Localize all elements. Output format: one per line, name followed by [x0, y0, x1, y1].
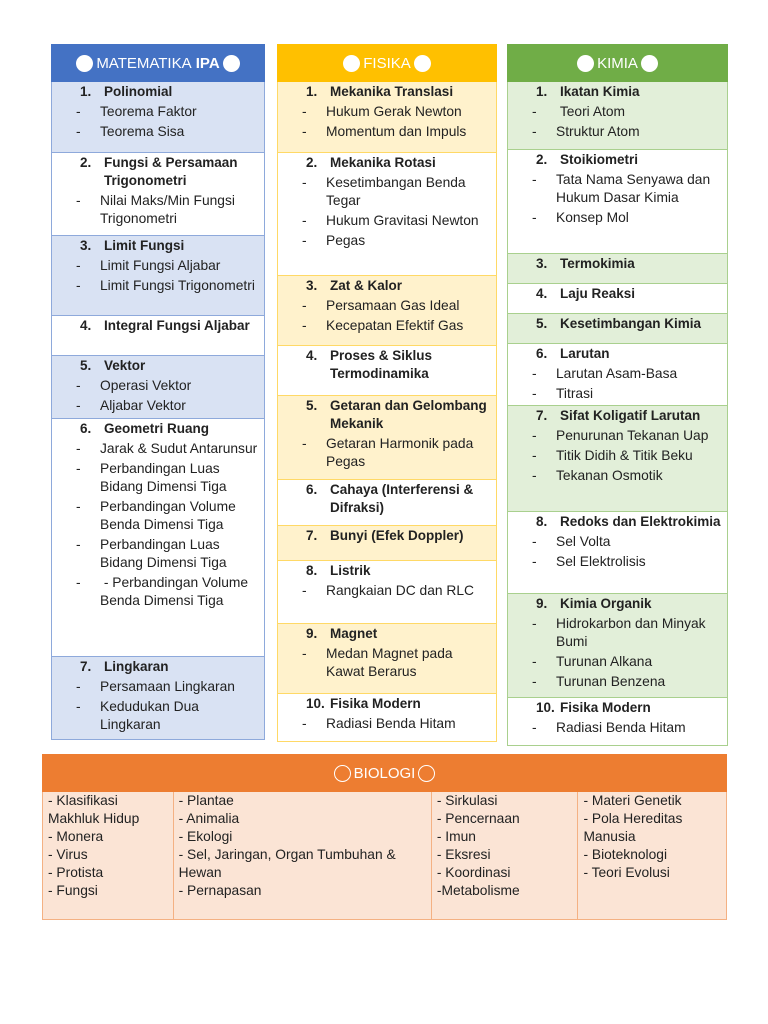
- topic-number: 5.: [536, 316, 548, 331]
- topic-number: 5.: [80, 358, 92, 373]
- topic-section: [277, 346, 497, 396]
- fisika-list: [277, 82, 497, 742]
- dash-bullet: -: [302, 716, 307, 731]
- subtopic-item: [532, 653, 723, 671]
- topic-title-text: Laju Reaksi: [560, 286, 636, 301]
- dash-bullet: -: [532, 448, 537, 463]
- subtopic-item: [532, 553, 723, 571]
- topic-title: [508, 345, 723, 363]
- topic-title: [508, 151, 723, 169]
- topic-section: [507, 82, 728, 150]
- subtopic-item: [76, 257, 260, 275]
- subtopic-item: [76, 123, 260, 141]
- topic-number: 9.: [536, 596, 548, 611]
- topic-title: [278, 481, 492, 517]
- dash-bullet: -: [76, 278, 81, 293]
- topic-title-text: Mekanika Rotasi: [330, 155, 436, 170]
- matematika-title: MATEMATIKA: [96, 54, 192, 72]
- biologi-item: - Teori Evolusi: [583, 865, 670, 880]
- biologi-item: - Eksresi: [436, 847, 491, 862]
- subtopic-text: Limit Fungsi Trigonometri: [100, 278, 255, 293]
- biologi-item: - Virus: [48, 847, 88, 862]
- dash-bullet: -: [76, 537, 81, 552]
- topic-title-text: Ikatan Kimia: [560, 84, 640, 99]
- subtopic-item: [532, 209, 723, 227]
- dash-bullet: -: [76, 461, 81, 476]
- subtopic-item: [532, 103, 723, 121]
- dash-bullet: -: [302, 175, 307, 190]
- topic-section: [277, 480, 497, 526]
- circle-icon: [577, 55, 594, 72]
- biologi-item: - Plantae: [178, 793, 234, 808]
- topic-number: 3.: [306, 278, 318, 293]
- subtopic-text: Sel Volta: [556, 534, 611, 549]
- fisika-header: [277, 44, 497, 82]
- subtopic-item: [302, 297, 492, 315]
- topic-number: 3.: [80, 238, 92, 253]
- subtopic-item: [76, 678, 260, 696]
- subtopic-text: Turunan Benzena: [556, 674, 666, 689]
- topic-section: [51, 356, 265, 419]
- topic-title-text: Fisika Modern: [560, 700, 651, 715]
- subtopic-item: [76, 277, 260, 295]
- subtopic-text: Jarak & Sudut Antarunsur: [100, 441, 258, 456]
- subtopic-text: Sel Elektrolisis: [556, 554, 646, 569]
- topic-number: 2.: [80, 155, 92, 170]
- topic-section: [507, 314, 728, 344]
- biologi-item: - Protista: [48, 865, 104, 880]
- circle-icon: [76, 55, 93, 72]
- subtopic-text: Hukum Gerak Newton: [326, 104, 462, 119]
- subtopic-item: [532, 427, 723, 445]
- topic-title: [52, 154, 260, 190]
- fisika-column: [277, 44, 497, 742]
- dash-bullet: -: [76, 124, 81, 139]
- dash-bullet: -: [532, 616, 537, 631]
- subtopic-text: Limit Fungsi Aljabar: [100, 258, 221, 273]
- biologi-col: [432, 792, 579, 919]
- matematika-header: [51, 44, 265, 82]
- subtopic-item: [302, 174, 492, 210]
- dash-bullet: -: [76, 575, 81, 590]
- biologi-item: - Fungsi: [48, 883, 98, 898]
- biologi-col: [174, 792, 432, 919]
- topic-section: [507, 698, 728, 746]
- topic-title-text: Stoikiometri: [560, 152, 639, 167]
- subtopic-item: [302, 103, 492, 121]
- subtopic-item: [302, 317, 492, 335]
- circle-icon: [414, 55, 431, 72]
- biologi-item: - Imun: [436, 829, 476, 844]
- topic-title: [278, 527, 492, 545]
- subtopic-item: [302, 645, 492, 681]
- subtopic-item: [76, 498, 260, 534]
- dash-bullet: -: [532, 554, 537, 569]
- matematika-list: [51, 82, 265, 740]
- dash-bullet: -: [76, 699, 81, 714]
- subtopic-item: [302, 715, 492, 733]
- kimia-header: [507, 44, 728, 82]
- topic-title: [52, 357, 260, 375]
- subtopic-item: [532, 447, 723, 465]
- subtopic-text: Hukum Gravitasi Newton: [326, 213, 479, 228]
- dash-bullet: -: [302, 646, 307, 661]
- subtopic-text: Turunan Alkana: [556, 654, 653, 669]
- topic-number: 7.: [80, 659, 92, 674]
- topic-number: 7.: [536, 408, 548, 423]
- topic-section: [277, 82, 497, 153]
- topic-title: [278, 562, 492, 580]
- biologi-table: [42, 792, 727, 920]
- topic-title-text: Proses & Siklus Termodinamika: [330, 348, 433, 381]
- circle-icon: [641, 55, 658, 72]
- topic-section: [277, 526, 497, 561]
- topic-number: 4.: [306, 348, 318, 363]
- matematika-column: [51, 44, 265, 740]
- topic-title: [278, 154, 492, 172]
- subtopic-item: [532, 467, 723, 485]
- dash-bullet: -: [76, 398, 81, 413]
- subtopic-text: Radiasi Benda Hitam: [326, 716, 456, 731]
- subtopic-text: Operasi Vektor: [100, 378, 192, 393]
- subtopic-item: [532, 533, 723, 551]
- subtopic-item: [76, 440, 260, 458]
- dash-bullet: -: [532, 172, 537, 187]
- subtopic-item: [76, 536, 260, 572]
- biologi-item: - Pernapasan: [178, 883, 262, 898]
- topic-title-text: Polinomial: [104, 84, 173, 99]
- subtopic-text: Titrasi: [556, 386, 594, 401]
- dash-bullet: -: [532, 720, 537, 735]
- circle-icon: [334, 765, 351, 782]
- topic-title: [278, 695, 492, 713]
- topic-number: 8.: [536, 514, 548, 529]
- dash-bullet: -: [76, 441, 81, 456]
- topic-title-text: Cahaya (Interferensi & Difraksi): [330, 482, 474, 515]
- subtopic-item: [302, 232, 492, 250]
- topic-number: 4.: [80, 318, 92, 333]
- subtopic-text: Aljabar Vektor: [100, 398, 186, 413]
- subtopic-text: Momentum dan Impuls: [326, 124, 467, 139]
- biologi-item: - Materi Genetik: [583, 793, 682, 808]
- dash-bullet: -: [302, 104, 307, 119]
- topic-section: [507, 594, 728, 698]
- topic-title: [52, 83, 260, 101]
- subtopic-text: Teorema Sisa: [100, 124, 185, 139]
- dash-bullet: -: [532, 124, 537, 139]
- topic-title: [508, 255, 723, 273]
- subtopic-text: Tekanan Osmotik: [556, 468, 663, 483]
- topic-section: [507, 254, 728, 284]
- biologi-item: - Sirkulasi: [436, 793, 498, 808]
- topic-title-text: Sifat Koligatif Larutan: [560, 408, 701, 423]
- dash-bullet: -: [532, 654, 537, 669]
- topic-section: [51, 236, 265, 316]
- subtopic-text: Rangkaian DC dan RLC: [326, 583, 475, 598]
- subtopic-text: Perbandingan Volume Benda Dimensi Tiga: [100, 499, 240, 532]
- dash-bullet: -: [532, 366, 537, 381]
- topic-number: 2.: [306, 155, 318, 170]
- biologi-item: - Monera: [48, 829, 104, 844]
- subtopic-text: Perbandingan Luas Bidang Dimensi Tiga: [100, 461, 227, 494]
- topic-number: 1.: [80, 84, 92, 99]
- subtopic-text: Hidrokarbon dan Minyak Bumi: [556, 616, 710, 649]
- subtopic-item: [532, 615, 723, 651]
- topic-section: [277, 153, 497, 276]
- biologi-item: - Animalia: [178, 811, 240, 826]
- topic-number: 10.: [536, 700, 555, 715]
- topic-number: 8.: [306, 563, 318, 578]
- topic-title: [278, 347, 492, 383]
- topic-title: [508, 595, 723, 613]
- topic-section: [51, 657, 265, 740]
- topic-title: [508, 285, 723, 303]
- subtopic-text: Medan Magnet pada Kawat Berarus: [326, 646, 457, 679]
- topic-title: [52, 317, 260, 335]
- matematika-subtitle: IPA: [195, 54, 220, 72]
- dash-bullet: -: [532, 104, 537, 119]
- biologi-item: - Klasifikasi Makhluk Hidup: [48, 793, 140, 826]
- topic-number: 1.: [306, 84, 318, 99]
- topic-title-text: Kimia Organik: [560, 596, 652, 611]
- subtopic-text: Nilai Maks/Min Fungsi Trigonometri: [100, 193, 239, 226]
- dash-bullet: -: [76, 499, 81, 514]
- dash-bullet: -: [532, 534, 537, 549]
- topic-title-text: Fisika Modern: [330, 696, 421, 711]
- topic-section: [277, 694, 497, 742]
- topic-title: [52, 420, 260, 438]
- dash-bullet: -: [532, 468, 537, 483]
- subtopic-item: [532, 719, 723, 737]
- topic-title: [508, 699, 723, 717]
- topic-title-text: Redoks dan Elektrokimia: [560, 514, 721, 529]
- topic-number: 6.: [536, 346, 548, 361]
- kimia-title: KIMIA: [597, 54, 638, 72]
- subtopic-text: Radiasi Benda Hitam: [556, 720, 686, 735]
- subtopic-text: Larutan Asam-Basa: [556, 366, 678, 381]
- dash-bullet: -: [532, 210, 537, 225]
- subtopic-item: [532, 365, 723, 383]
- dash-bullet: -: [302, 233, 307, 248]
- topic-title-text: Larutan: [560, 346, 610, 361]
- subtopic-item: [76, 460, 260, 496]
- biologi-item: - Pola Hereditas Manusia: [583, 811, 683, 844]
- dash-bullet: -: [76, 258, 81, 273]
- topic-title-text: Lingkaran: [104, 659, 169, 674]
- dash-bullet: -: [532, 428, 537, 443]
- topic-title-text: Vektor: [104, 358, 146, 373]
- topic-title: [278, 83, 492, 101]
- topic-title: [278, 625, 492, 643]
- subtopic-item: [532, 673, 723, 691]
- topic-number: 6.: [306, 482, 318, 497]
- topic-title: [508, 83, 723, 101]
- subtopic-text: Persamaan Lingkaran: [100, 679, 235, 694]
- subtopic-item: [532, 123, 723, 141]
- topic-title-text: Magnet: [330, 626, 378, 641]
- dash-bullet: -: [302, 124, 307, 139]
- biologi-title: BIOLOGI: [353, 764, 416, 782]
- topic-title: [278, 277, 492, 295]
- subtopic-text: Getaran Harmonik pada Pegas: [326, 436, 478, 469]
- circle-icon: [343, 55, 360, 72]
- biologi-item: - Koordinasi: [436, 865, 511, 880]
- subtopic-item: [532, 385, 723, 403]
- biologi-item: - Sel, Jaringan, Organ Tumbuhan & Hewan: [178, 847, 396, 880]
- topic-title-text: Termokimia: [560, 256, 635, 271]
- topic-section: [277, 276, 497, 346]
- dash-bullet: -: [302, 298, 307, 313]
- topic-number: 7.: [306, 528, 318, 543]
- dash-bullet: -: [532, 674, 537, 689]
- topic-number: 10.: [306, 696, 325, 711]
- topic-title-text: Integral Fungsi Aljabar: [104, 318, 250, 333]
- topic-title: [508, 513, 723, 531]
- subtopic-text: Kecepatan Efektif Gas: [326, 318, 464, 333]
- dash-bullet: -: [76, 104, 81, 119]
- subtopic-text: Persamaan Gas Ideal: [326, 298, 460, 313]
- biologi-section: [42, 754, 727, 920]
- topic-section: [507, 406, 728, 512]
- dash-bullet: -: [532, 386, 537, 401]
- subtopic-item: [76, 397, 260, 415]
- topic-title-text: Limit Fungsi: [104, 238, 185, 253]
- topic-section: [51, 419, 265, 657]
- topic-number: 5.: [306, 398, 318, 413]
- circle-icon: [223, 55, 240, 72]
- topic-title-text: Listrik: [330, 563, 371, 578]
- subtopic-text: Konsep Mol: [556, 210, 629, 225]
- topic-title-text: Mekanika Translasi: [330, 84, 454, 99]
- biologi-header: [42, 754, 727, 792]
- subtopic-text: Teori Atom: [556, 104, 626, 119]
- topic-section: [507, 284, 728, 314]
- subtopic-item: [302, 435, 492, 471]
- subtopic-item: [302, 123, 492, 141]
- subtopic-text: Kesetimbangan Benda Tegar: [326, 175, 470, 208]
- biologi-item: - Ekologi: [178, 829, 233, 844]
- subtopic-text: Tata Nama Senyawa dan Hukum Dasar Kimia: [556, 172, 715, 205]
- biologi-col: [43, 792, 174, 919]
- topic-section: [277, 624, 497, 694]
- topic-section: [51, 153, 265, 236]
- topic-section: [277, 561, 497, 624]
- topic-section: [507, 150, 728, 254]
- dash-bullet: -: [76, 193, 81, 208]
- topic-section: [507, 512, 728, 594]
- subtopic-text: Perbandingan Luas Bidang Dimensi Tiga: [100, 537, 227, 570]
- kimia-column: [507, 44, 728, 746]
- topic-number: 1.: [536, 84, 548, 99]
- topic-title: [52, 237, 260, 255]
- topic-title: [508, 407, 723, 425]
- biologi-item: - Pencernaan: [436, 811, 520, 826]
- circle-icon: [418, 765, 435, 782]
- subtopic-item: [76, 192, 260, 228]
- topic-section: [277, 396, 497, 480]
- topic-number: 4.: [536, 286, 548, 301]
- topic-number: 3.: [536, 256, 548, 271]
- dash-bullet: -: [76, 378, 81, 393]
- topic-section: [51, 316, 265, 356]
- subtopic-item: [302, 582, 492, 600]
- subtopic-item: [302, 212, 492, 230]
- topic-title-text: Bunyi (Efek Doppler): [330, 528, 464, 543]
- topic-section: [51, 82, 265, 153]
- topic-title-text: Kesetimbangan Kimia: [560, 316, 702, 331]
- subtopic-text: Titik Didih & Titik Beku: [556, 448, 693, 463]
- subtopic-text: Teorema Faktor: [100, 104, 197, 119]
- subtopic-item: [532, 171, 723, 207]
- dash-bullet: -: [76, 679, 81, 694]
- dash-bullet: -: [302, 436, 307, 451]
- subtopic-item: [76, 574, 260, 610]
- dash-bullet: -: [302, 583, 307, 598]
- dash-bullet: -: [302, 213, 307, 228]
- topic-title-text: Zat & Kalor: [330, 278, 403, 293]
- topic-title: [508, 315, 723, 333]
- subtopic-item: [76, 698, 260, 734]
- subtopic-text: Kedudukan Dua Lingkaran: [100, 699, 203, 732]
- subtopic-item: [76, 377, 260, 395]
- topic-number: 9.: [306, 626, 318, 641]
- subtopic-text: - Perbandingan Volume Benda Dimensi Tiga: [100, 575, 252, 608]
- topic-title-text: Fungsi & Persamaan Trigonometri: [104, 155, 238, 188]
- topic-title: [278, 397, 492, 433]
- topic-title-text: Geometri Ruang: [104, 421, 210, 436]
- fisika-title: FISIKA: [363, 54, 411, 72]
- topic-number: 6.: [80, 421, 92, 436]
- biologi-col: [578, 792, 726, 919]
- dash-bullet: -: [302, 318, 307, 333]
- subtopic-text: Pegas: [326, 233, 366, 248]
- topic-section: [507, 344, 728, 406]
- subtopic-text: Struktur Atom: [556, 124, 640, 139]
- subtopic-item: [76, 103, 260, 121]
- kimia-list: [507, 82, 728, 746]
- topic-title-text: Getaran dan Gelombang Mekanik: [330, 398, 487, 431]
- subtopic-text: Penurunan Tekanan Uap: [556, 428, 709, 443]
- biologi-item: -Metabolisme: [436, 883, 520, 898]
- topic-title: [52, 658, 260, 676]
- topic-number: 2.: [536, 152, 548, 167]
- biologi-item: - Bioteknologi: [583, 847, 668, 862]
